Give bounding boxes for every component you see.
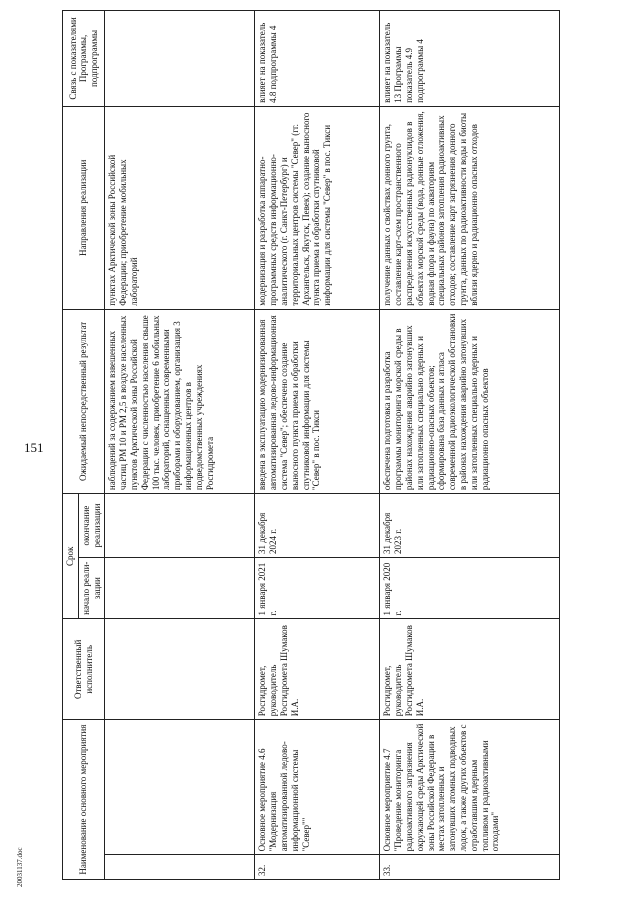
row-link: влияет на показатель 4.8 подпрограммы 4	[255, 11, 380, 107]
table-row	[255, 11, 380, 880]
rotated-page	[62, 10, 622, 880]
row-link: влияет на показатель 13 Программы показатель 4.9 подпрограммы 4	[380, 11, 560, 107]
row-end	[105, 494, 255, 558]
header-directions: Направления реализации	[63, 106, 105, 309]
header-start: начало реали-зации	[78, 558, 105, 619]
row-link	[105, 11, 255, 107]
table-row	[105, 11, 255, 880]
page-number: 151	[24, 440, 44, 455]
header-term: Срок	[63, 494, 79, 619]
footer-doc-code: 20031137.doc	[16, 847, 24, 887]
header-link: Связь с показателями Программы, подпрограммы	[63, 11, 105, 107]
table-row	[380, 11, 560, 880]
row-number	[105, 855, 255, 880]
row-executor: Росгидромет, руководитель Росгидромета Шумаков И.А.	[380, 619, 560, 720]
row-name: Основное мероприятие 4.7 "Проведение мониторинга радиоактивного загрязнения окружающей среды Арктической зоны Российской Федерации в местах затопленных и затонувших атомных подводных лодок, а также других объектов с отработавшим ядерным топливом и радиоактивными отходами"	[380, 720, 560, 855]
row-end: 31 декабря 2024 г.	[255, 494, 380, 558]
measures-table	[62, 10, 560, 880]
row-start: 1 января 2021 г.	[255, 558, 380, 619]
row-result: наблюдений за содержанием взвешенных частиц РМ 10 и РМ 2,5 в воздухе населенных пунктов Арктической зоны Российской Федерации с численностью населения свыше 100 тыс. человек, приобретение 6 мобильных лабораторий, оснащенных современными приборами и оборудованием, организация 3 информационных центров в подведомственных учреждениях Росгидромета	[105, 309, 255, 493]
row-result: обеспечена подготовка и разработка программы мониторинга морской среды в районах нахождения аварийно затонувших или затопленных специально ядерных и радиационно-опасных объектов; сформирована база данных и атласа современной радиоэкологической обстановки в районах нахождения аварийно затонувших или затопленных специально ядерных и радиационно опасных объектов	[380, 309, 560, 493]
row-end: 31 декабря 2023 г.	[380, 494, 560, 558]
row-directions: модернизация и разработка аппаратно-программных средств информационно-аналитического (г. Санкт-Петербург) и территориальных центров системы "Север" (гг. Архангельск, Якутск, Певек); создание выносного пункта приема и обработки спутниковой информации для системы "Север" в пос. Тикси	[255, 106, 380, 309]
row-name: Основное мероприятие 4.6 "Модернизация автоматизированной ледово-информационной системы "Север""	[255, 720, 380, 855]
row-directions: получение данных о свойствах донного грунта, составление карт-схем пространственного распределения искусственных радионуклидов в объектах морской среды (вода, донные отложения, водная флора и фауна) по акваториям специальных районов затопления радиоактивных отходов; составление карт загрязнения донного грунта, данных по радиоактивности воды и биоты вблизи ядерно и радиационно опасных отходов	[380, 106, 560, 309]
row-start	[105, 558, 255, 619]
row-start: 1 января 2020 г.	[380, 558, 560, 619]
header-result: Ожидаемый непосредственный результат	[63, 309, 105, 493]
row-name	[105, 720, 255, 855]
row-result: введена в эксплуатацию модернизированная автоматизированная ледово-информационная система "Север"; обеспечено создание выносного пункта приема и обработки спутниковой информации для системы "Север" в пос. Тикси	[255, 309, 380, 493]
header-row	[63, 11, 79, 880]
header-name: Наименование основного мероприятия	[63, 720, 105, 880]
row-executor	[105, 619, 255, 720]
header-end: окончание реализации	[78, 494, 105, 558]
row-number: 32.	[255, 855, 380, 880]
header-executor: Ответственный исполнитель	[63, 619, 105, 720]
row-number: 33.	[380, 855, 560, 880]
row-directions: пунктах Арктической зоны Российской Федерации; приобретение мобильных лабораторий	[105, 106, 255, 309]
row-executor: Росгидромет, руководитель Росгидромета Шумаков И.А.	[255, 619, 380, 720]
